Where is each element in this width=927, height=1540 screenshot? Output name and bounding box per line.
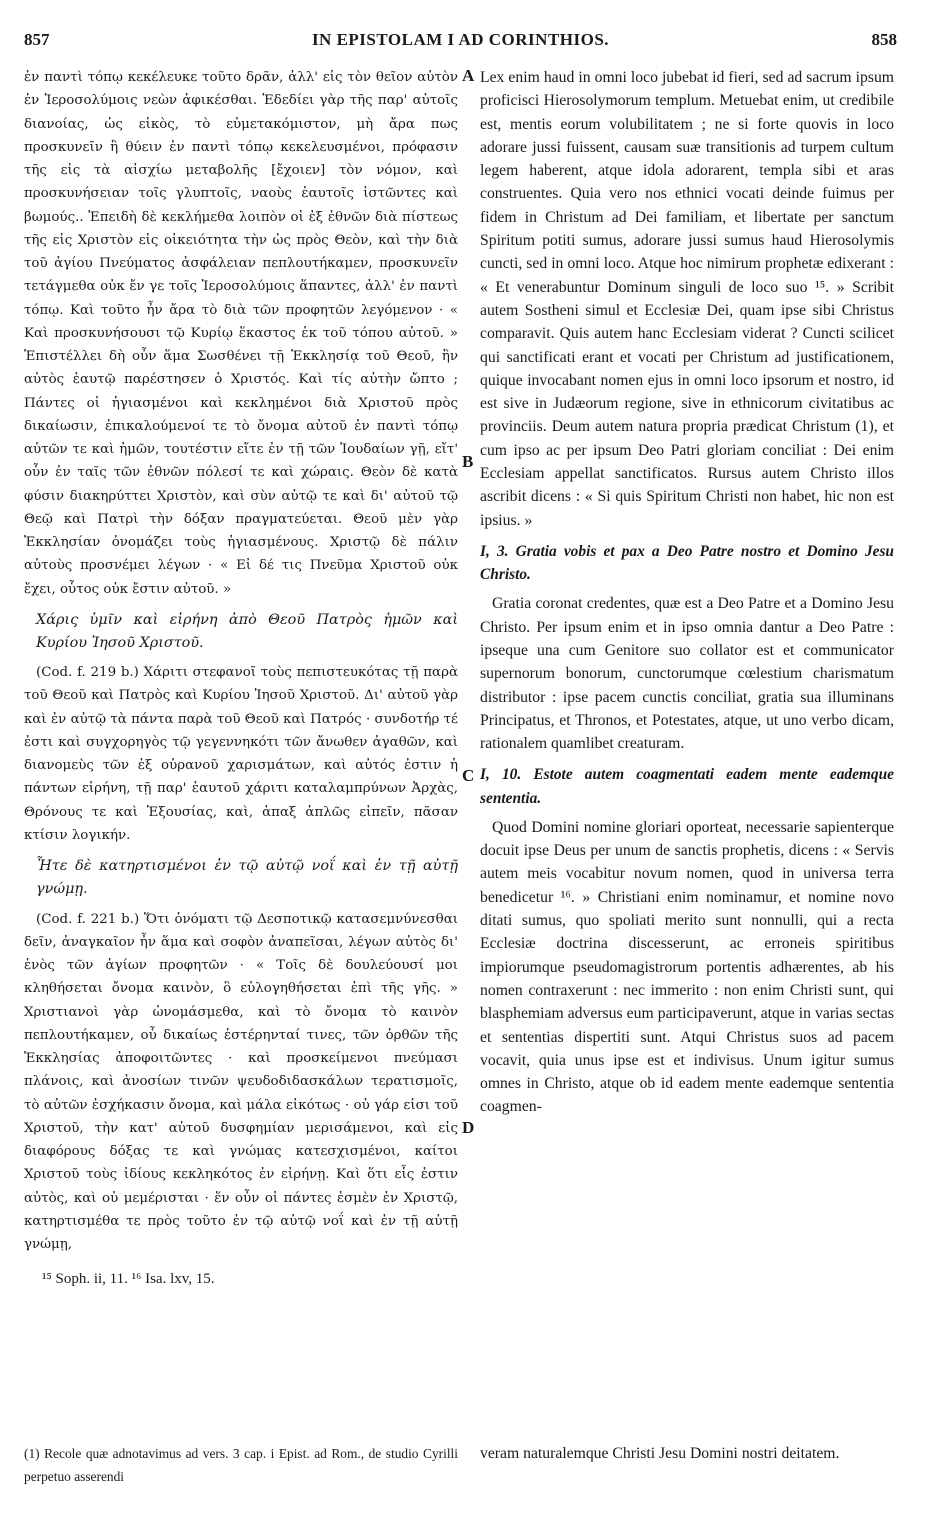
margin-marker-a: A	[462, 66, 475, 85]
greek-lemma-1: Χάρις ὑμῖν καὶ εἰρήνη ἀπὸ Θεοῦ Πατρὸς ἡμῶν καὶ Κυρίου Ἰησοῦ Χριστοῦ.	[36, 611, 458, 651]
margin-marker-c: C	[462, 766, 475, 785]
footnote-right	[480, 1442, 894, 1465]
latin-column	[480, 66, 894, 1119]
margin-marker-d: D	[462, 1118, 475, 1137]
latin-paragraph-2: Gratia coronat credentes, quæ est a Deo Patre et a Domino Jesu Christo. Per ipsum enim et in ipso omnia dantur a Deo Patre : ipseque una cum Genitore suo collator est et communicator supernorum bonorum, cunctorumque cœlestium charismatum distributor : ipse pacem cunctis conciliat, gratia sua illuminans Principatus, et Thronos, et Potestates, atque, ut uno verbo dicam, rationalem quamlibet creaturam.	[480, 595, 894, 753]
footnote-left	[24, 1442, 458, 1489]
latin-paragraph-1: Lex enim haud in omni loco jubebat id fieri, sed ad sacrum ipsum proficisci Hierosolymorum templum. Metuebat enim, ut credibile est, mentis eorum volubilitatem ; ne si forte quovis in loco adorare jussi fuissent, causam suæ transitionis ad turpem cultum legem haberent, atque idola adorarent, templa sibi et aras construentes. Quia vero nos ethnici vocati deinde fuimus per fidem in Christum ad Dei familiam, et libertate per sanctum Spiritum potiti sumus, adorare jussi sumus haud Hierosolymis cuncti, sed in omni loco. Atque hoc nimirum prophetæ edixerant : « Et venerabuntur Dominum singuli de loco suo ¹⁵. » Scribit autem Sostheni simul et Ecclesiæ Dei, quam ipse sibi Christus comparavit. Quis autem hanc Ecclesiam viderat ? Cuncti scilicet qui sanctificati erant et vocati per Christum ad justificationem, quique invocabant nomen ejus in omni loco ipsorum et nostro, id est sive in Judæorum regione, sive in ethnicorum civitatibus ac provinciis. Deum autem natura propria prædicat Christum (1), et cum ipso ac per ipsum Deo Patri gloriam conciliat : Dei enim Ecclesiam appellat sanctificatos. Rursus autem Christo illos ascribit dicens : « Si quis Spiritum Christi non habet, hic non est ipsius. »	[480, 69, 894, 529]
page-number-left: 857	[24, 30, 50, 49]
running-header	[24, 30, 897, 56]
page-number-right: 858	[871, 30, 897, 49]
greek-lemma-2: Ἦτε δὲ κατηρτισμένοι ἐν τῷ αὐτῷ νοΐ καὶ ἐν τῇ αὐτῇ γνώμῃ.	[36, 858, 458, 898]
scripture-references: ¹⁵ Soph. ii, 11. ¹⁶ Isa. lxv, 15.	[42, 1271, 215, 1288]
greek-paragraph-1: ἐν παντὶ τόπῳ κεκέλευκε τοῦτο δρᾶν, ἀλλ' εἰς τὸν θεῖον αὐτὸν ἐν Ἱεροσολύμοις νεὼν ἀφικέσθαι. Ἐδεδίει γὰρ τῆς παρ' αὐτοῖς διανοίας, ὡς εἰκὸς, τὸ εὐμετακόμιστον, μὴ ἄρα πως προσκυνεῖν ἢ θύειν ἐν παντὶ τόπῳ κεκελευσμένοι, πρόφασιν τῆς εἰς τὰ αἰσχίω μεταβολῆς [ἔχοιεν] τὸν νόμον, καὶ προσκυνήσειαν τοῖς γλυπτοῖς, ναοὺς ἑαυτοῖς ἱστῶντες καὶ βωμούς.. Ἐπειδὴ δὲ κεκλήμεθα λοιπὸν οἱ ἐξ ἐθνῶν διὰ πίστεως τῆς εἰς Χριστὸν εἰς οἰκειότητα τὴν ὡς πρὸς Θεὸν, καὶ τὴν διὰ τοῦ ἁγίου Πνεύματος ἀσφάλειαν πεπλουτήκαμεν, προσκυνεῖν τετάγμεθα οὐκ ἔν γε τοῖς Ἱεροσολύμοις ἅπαντες, ἀλλ' ἐν παντὶ τόπῳ. Καὶ τοῦτο ἦν ἄρα τὸ διὰ τῶν προφητῶν λεγόμενον · « Καὶ προσκυνήσουσι τῷ Κυρίῳ ἕκαστος ἐκ τοῦ τόπου αὐτοῦ. » Ἐπιστέλλει δὴ οὖν ἅμα Σωσθένει τῇ Ἐκκλησίᾳ τοῦ Θεοῦ, ἣν αὐτὸς ἑαυτῷ παρέστησεν ὁ Χριστός. Καὶ τίς αὐτὴν ὤπτο ; Πάντες οἱ ἡγιασμένοι καὶ κεκλημένοι διὰ Χριστοῦ πρὸς δικαίωσιν, ἐπικαλούμενοί τε τὸ ὄνομα αὐτοῦ ἐν παντὶ τόπῳ αὐτῶν τε καὶ ἡμῶν, τουτέστιν εἴτε ἐν τῇ τῶν Ἰουδαίων γῇ, εἴτ' οὖν ἐν ταῖς τῶν ἐθνῶν πόλεσί τε καὶ χώραις. Θεὸν δὲ κατὰ φύσιν διακηρύττει Χριστὸν, καὶ σὺν αὐτῷ τε καὶ δι' αὐτοῦ τῷ Θεῷ καὶ Πατρὶ τὴν δόξαν πραγματεύεται. Θεοῦ μὲν γὰρ Ἐκκλησίαν ὀνομάζει τοὺς ἡγιασμένους. Χριστῷ δὲ πάλιν αὐτοὺς προσνέμει λέγων · « Εἰ δέ τις Πνεῦμα Χριστοῦ οὐκ ἔχει, οὗτος οὐκ ἔστιν αὐτοῦ. »	[24, 70, 458, 597]
greek-paragraph-3: (Cod. f. 221 b.) Ὅτι ὀνόματι τῷ Δεσποτικῷ κατασεμνύνεσθαι δεῖν, ἀναγκαῖον ἦν ἅμα καὶ σοφὸν ἀναπεῖσαι, λέγων αὐτὸς δι' ἑνὸς τῶν ἁγίων προφητῶν · « Τοῖς δὲ δουλεύουσί μοι κληθήσεται ὄνομα καινὸν, ὃ εὐλογηθήσεται ἐπὶ τῆς γῆς. » Χριστιανοὶ γὰρ ὠνομάσμεθα, καὶ τὸ ὄνομα τὸ καινὸν πεπλουτήκαμεν, οὗ δικαίως ἐστέρηνταί τινες, τῶν ὀρθῶν τῆς Ἐκκλησίας ἀποφοιτῶντες · καὶ προσκείμενοι πνεύμασι πλάνοις, καὶ ἀνοσίων τινῶν ψευδοδιδασκάλων τερατισμοῖς, τὸ αὐτῶν ἐσχήκασιν ὄνομα, καὶ μάλα εἰκότως · οὐ γάρ εἰσι τοῦ Χριστοῦ, τὴν κατ' αὐτοῦ δυσφημίαν μερισάμενοι, καὶ εἰς διαφόρους δόξας τε καὶ γνώμας κατεσχισμένοι, καίτοι Χριστοῦ τοὺς ἰδίους κεκληκότος ἐν εἰρήνῃ. Καὶ ὅτι εἷς ἐστιν αὐτὸς, καὶ οὐ μεμέρισται · ἕν οὖν οἱ πάντες ἐσμὲν ἐν Χριστῷ, κατηρτισμέθα τε πρὸς τοῦτο ἐν τῷ αὐτῷ νοΐ καὶ ἐν τῇ αὐτῇ γνώμῃ,	[24, 911, 458, 1253]
greek-column	[24, 66, 458, 1292]
greek-paragraph-2: (Cod. f. 219 b.) Χάριτι στεφανοῖ τοὺς πεπιστευκότας τῇ παρὰ τοῦ Θεοῦ καὶ Πατρὸς καὶ Κυρίου Ἰησοῦ Χριστοῦ. Δι' αὐτοῦ γὰρ καὶ ἐν αὐτῷ τὰ πάντα παρὰ τοῦ Θεοῦ καὶ Πατρός · συνδοτήρ τέ ἐστι καὶ συγχορηγὸς τῷ γεγεννηκότι τῶν ἄνωθεν ἀγαθῶν, καὶ διανομεὺς τῶν ἐξ οὐρανοῦ χαρισμάτων, καὶ αὐτός ἐστιν ἡ πάντων εἰρήνη, τῇ παρ' ἑαυτοῦ χάριτι καταλαμπρύνων Ἀρχὰς, Θρόνους τε καὶ Ἐξουσίας, καὶ, ἁπαξ ἁπλῶς εἰπεῖν, πᾶσαν κτίσιν λογικήν.	[24, 665, 458, 843]
latin-paragraph-3: Quod Domini nomine gloriari oporteat, necessarie sapienterque docuit ipse Deus per unum de sanctis prophetis, dicens : « Servis autem meis vocabitur novum nomen, quod in universa terra benedicetur ¹⁶. » Christiani enim nominamur, et nomine novo ditati sumus, quo spoliati merito sunt nonnulli, qui a recta Ecclesiæ doctrina discesserunt, ac erroneis spiritibus impiorumque pseudomagistrorum portentis adhærentes, ab his nomen contraxerunt : nec immerito : non enim Christi sunt, qui blasphemiam adversus eum participaverunt, atque in varias sectas et sententias dispertiti sunt. Atqui Christus suos ad pacem vocavit, quia unus ipse est et indivisus. Unum igitur sumus omnes in Christo, atque ob id eadem mente eademque sententia coagmen-	[480, 818, 894, 1116]
latin-lemma-2: I, 10. Estote autem coagmentati eadem mente eademque sententia.	[480, 766, 894, 807]
footnote-text-left: (1) Recole quæ adnotavimus ad vers. 3 cap. i Epist. ad Rom., de studio Cyrilli perpetuo asserendi	[24, 1446, 458, 1485]
margin-marker-b: B	[462, 452, 474, 471]
footnote-text-right: veram naturalemque Christi Jesu Domini nostri deitatem.	[480, 1445, 840, 1462]
running-title: IN EPISTOLAM I AD CORINTHIOS.	[311, 30, 610, 49]
latin-lemma-1: I, 3. Gratia vobis et pax a Deo Patre nostro et Domino Jesu Christo.	[480, 542, 894, 584]
